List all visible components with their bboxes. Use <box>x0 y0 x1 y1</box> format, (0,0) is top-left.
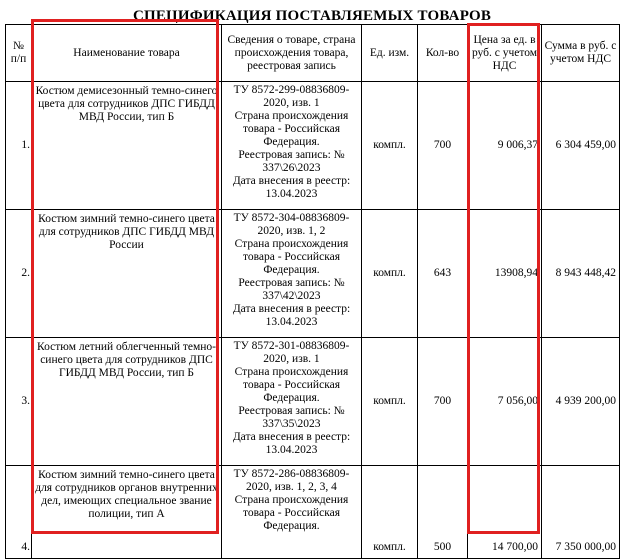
unit-cell: компл. <box>362 466 418 559</box>
product-info-line: Реестровая запись: № 337\26\2023 <box>238 149 345 174</box>
qty-cell: 700 <box>418 338 468 466</box>
product-info-line: Страна происхождения товара - Российская Федерация. <box>234 366 349 404</box>
price-cell: 9 006,37 <box>468 82 542 210</box>
row-num: 4. <box>6 466 32 559</box>
qty-cell: 643 <box>418 210 468 338</box>
price-cell: 7 056,00 <box>468 338 542 466</box>
sum-cell: 6 304 459,00 <box>542 82 620 210</box>
table-row <box>6 210 620 338</box>
row-num: 3. <box>6 338 32 466</box>
product-info-line: Страна происхождения товара - Российская Федерация. <box>234 238 349 276</box>
product-info <box>222 210 362 338</box>
qty-cell: 700 <box>418 82 468 210</box>
sum-cell: 8 943 448,42 <box>542 210 620 338</box>
table-row <box>6 82 620 210</box>
header-row <box>6 25 620 82</box>
header-unit: Ед. изм. <box>362 25 418 82</box>
specification-table <box>5 24 620 559</box>
product-info-line: Страна происхождения товара - Российская Федерация. <box>234 494 349 532</box>
product-info-line: ТУ 8572-301-08836809-2020, изв. 1 <box>233 340 350 365</box>
product-info-line: Страна происхождения товара - Российская Федерация. <box>234 110 349 148</box>
product-info-line: Реестровая запись: № 337\42\2023 <box>238 277 345 302</box>
document-title: СПЕЦИФИКАЦИЯ ПОСТАВЛЯЕМЫХ ТОВАРОВ <box>132 8 492 24</box>
table-row <box>6 466 620 559</box>
product-info-line: Реестровая запись: № 337\35\2023 <box>238 405 345 430</box>
header-info: Сведения о товаре, страна происхождения товара, реестровая запись <box>222 25 362 82</box>
product-info <box>222 466 362 559</box>
product-name: Костюм летний облегченный темно-синего цвета для сотрудников ДПС ГИБДД МВД России, тип Б <box>32 338 222 466</box>
header-qty: Кол-во <box>418 25 468 82</box>
product-name: Костюм зимний темно-синего цвета для сотрудников органов внутренних дел, имеющих специальное звание полиции, тип А <box>32 466 222 559</box>
header-price: Цена за ед. в руб. с учетом НДС <box>468 25 542 82</box>
sum-cell: 7 350 000,00 <box>542 466 620 559</box>
unit-cell: компл. <box>362 210 418 338</box>
sum-cell: 4 939 200,00 <box>542 338 620 466</box>
price-cell: 14 700,00 <box>468 466 542 559</box>
header-sum: Сумма в руб. с учетом НДС <box>542 25 620 82</box>
row-num: 1. <box>6 82 32 210</box>
row-num: 2. <box>6 210 32 338</box>
product-info-line: ТУ 8572-304-08836809-2020, изв. 1, 2 <box>233 212 350 237</box>
product-info-line: Дата внесения в реестр: 13.04.2023 <box>232 431 351 456</box>
product-name: Костюм зимний темно-синего цвета для сотрудников ДПС ГИБДД МВД России <box>32 210 222 338</box>
header-name: Наименование товара <box>32 25 222 82</box>
unit-cell: компл. <box>362 82 418 210</box>
unit-cell: компл. <box>362 338 418 466</box>
product-info <box>222 82 362 210</box>
product-info-line: Дата внесения в реестр: 13.04.2023 <box>232 175 351 200</box>
product-info <box>222 338 362 466</box>
qty-cell: 500 <box>418 466 468 559</box>
product-name: Костюм демисезонный темно-синего цвета для сотрудников ДПС ГИБДД МВД России, тип Б <box>32 82 222 210</box>
table-row <box>6 338 620 466</box>
product-info-line: ТУ 8572-299-08836809-2020, изв. 1 <box>233 84 350 109</box>
product-info-line: ТУ 8572-286-08836809-2020, изв. 1, 2, 3, 4 <box>233 468 350 493</box>
product-info-line: Дата внесения в реестр: 13.04.2023 <box>232 303 351 328</box>
header-num: № п/п <box>6 25 32 82</box>
price-cell: 13908,94 <box>468 210 542 338</box>
